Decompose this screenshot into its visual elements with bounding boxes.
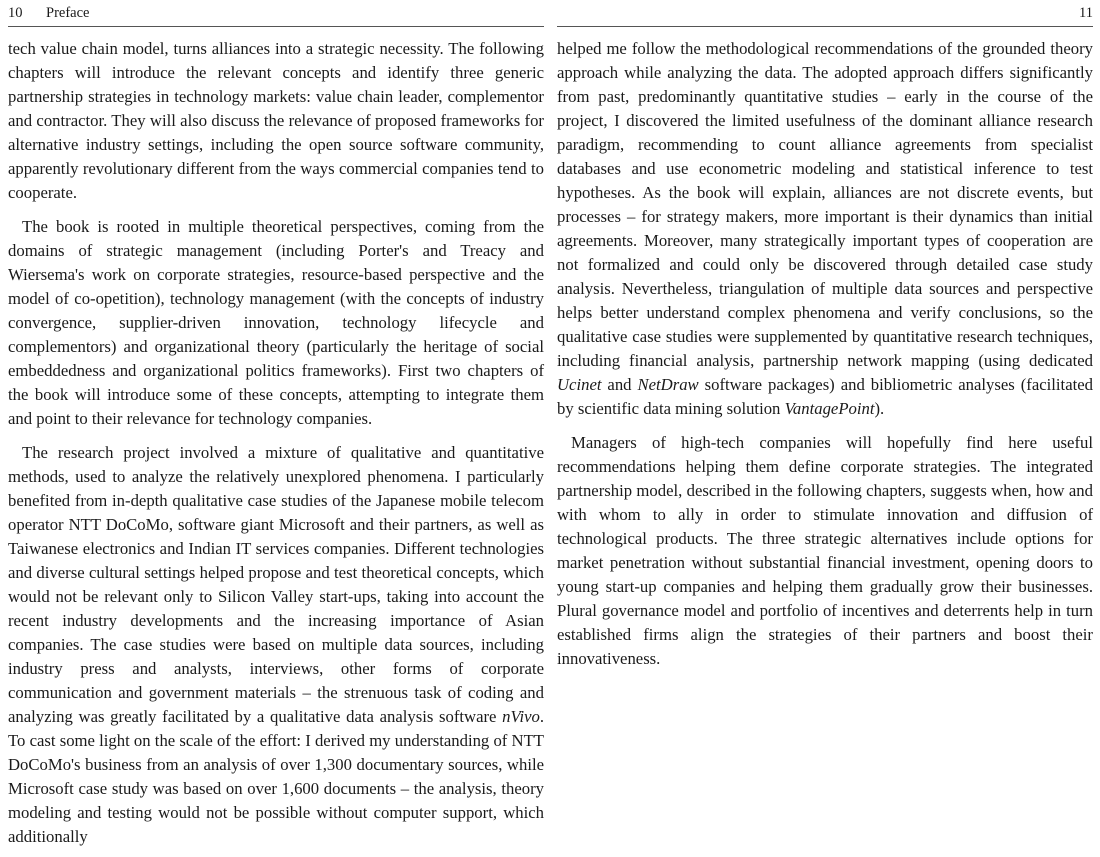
running-head-title: Preface — [46, 5, 90, 21]
right-paragraph-2: Managers of high-tech companies will hopefully find here useful recommendations helping them define corporate strategies. The integrated partnership model, described in the following chapters, suggests when, how and with whom to ally in order to stimulate innovation and diffusion of technological products. The three strategic alternatives include options for market penetration without substantial financial investment, opening doors to young start-up companies and helping them gradually grow their businesses. Plural governance model and portfolio of incentives and deterrents help in turn established firms align the strategies of their partners and boost their innovativeness. — [557, 433, 1093, 668]
right-running-head — [557, 3, 1093, 23]
right-body-text — [557, 37, 1093, 671]
right-paragraph-1-text-b: and — [601, 375, 638, 394]
software-name-nvivo: nVivo — [502, 707, 540, 726]
right-paragraph-1-text-c: software packages) and bibliometric analyses (facilitated by scientific data mining solution — [557, 375, 1093, 418]
left-running-head — [8, 3, 544, 23]
software-name-vantagepoint: VantagePoint — [784, 399, 875, 418]
right-header-rule — [557, 26, 1093, 27]
left-header-rule — [8, 26, 544, 27]
left-paragraph-3-text-a: The research project involved a mixture of qualitative and quantitative methods, used to analyze the relatively unexplored phenomena. I particularly benefited from in-depth qualitative case studies of the Japanese mobile telecom operator NTT DoCoMo, software giant Microsoft and their partners, as well as Taiwanese electronics and Indian IT services companies. Different technologies and diverse cultural settings helped propose and test theoretical concepts, which would not be relevant only to Silicon Valley start-ups, taking into account the recent industry developments and the increasing importance of Asian companies. The case studies were based on multiple data sources, including industry press and analysts, interviews, other forms of corporate communication and government materials – the strenuous task of coding and analyzing was greatly facilitated by a qualitative data analysis software — [8, 443, 544, 726]
right-page-number: 11 — [1079, 5, 1093, 21]
right-paragraph-1-text-d: ). — [874, 399, 885, 418]
left-body-text — [8, 37, 544, 849]
left-paragraph-3 — [8, 441, 544, 849]
right-paragraph-1 — [557, 37, 1093, 421]
left-paragraph-2: The book is rooted in multiple theoretical perspectives, coming from the domains of strategic management (including Porter's and Treacy and Wiersema's work on corporate strategies, resource-based perspective and the model of co-opetition), technology management (with the concepts of industry convergence, supplier-driven innovation, technology lifecycle and complementors) and organizational theory (particularly the heritage of social embeddedness and organizational politics frameworks). First two chapters of the book will introduce some of these concepts, attempting to integrate them and point to their relevance for technology companies. — [8, 217, 544, 428]
software-name-netdraw: NetDraw — [637, 375, 699, 394]
left-page-number: 10 — [8, 5, 23, 21]
right-page — [557, 0, 1093, 857]
left-paragraph-3-text-b: . To cast some light on the scale of the effort: I derived my understanding of NTT DoCoMo's business from an analysis of over 1,300 documentary sources, while Microsoft case study was based on over 1,600 documents – the analysis, theory modeling and testing would not be possible without computer support, which additionally — [8, 707, 544, 846]
software-name-ucinet: Ucinet — [557, 375, 602, 394]
right-paragraph-1-text-a: helped me follow the methodological recommendations of the grounded theory approach while analyzing the data. The adopted approach differs significantly from past, predominantly quantitative studies – early in the course of the project, I discovered the limited usefulness of the dominant alliance research paradigm, recommending to count alliance agreements from specialist databases and use econometric modeling and statistical inference to test hypotheses. As the book will explain, alliances are not discrete events, but processes – for strategy makers, more important is their dynamics than initial agreements. Moreover, many strategically important types of cooperation are not formalized and could only be discovered through detailed case study analysis. Nevertheless, triangulation of multiple data sources and perspective helps better understand complex phenomena and verify conclusions, so the qualitative case studies were supplemented by quantitative research techniques, including financial analysis, partnership network mapping (using dedicated — [557, 39, 1093, 370]
left-paragraph-1: tech value chain model, turns alliances into a strategic necessity. The following chapters will introduce the relevant concepts and identify three generic partnership strategies in technology markets: value chain leader, complementor and contractor. They will also discuss the relevance of proposed frameworks for alternative industry settings, including the open source software community, apparently revolutionary different from the ways commercial companies tend to cooperate. — [8, 39, 544, 202]
left-page — [8, 0, 544, 857]
